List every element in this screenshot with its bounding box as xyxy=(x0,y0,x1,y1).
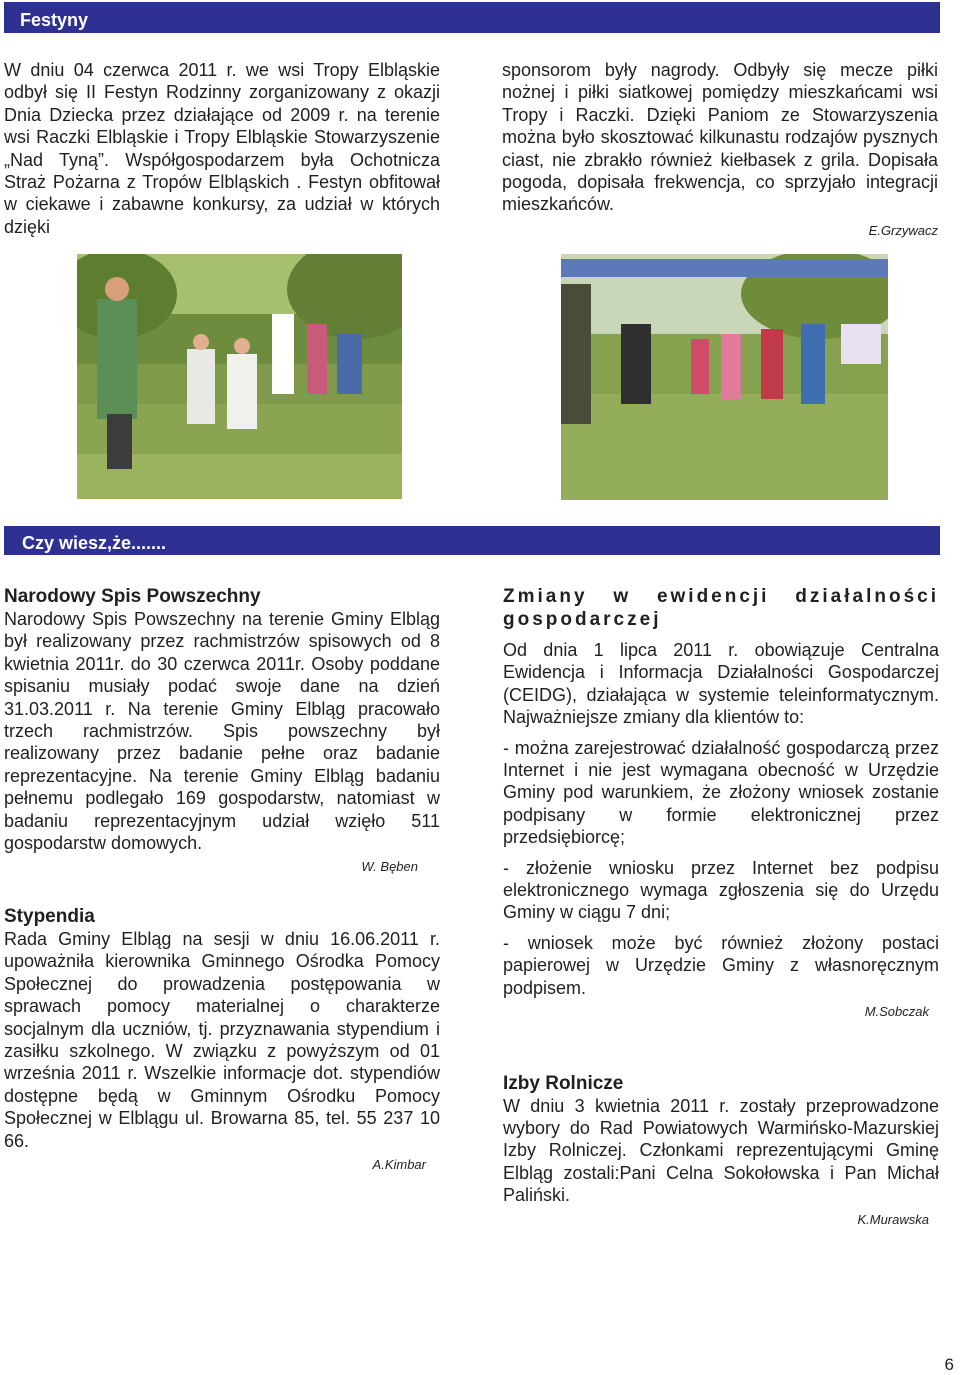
section-header-czy-wiesz xyxy=(4,526,940,555)
festyny-text-right: sponsorom były nagrody. Odbyły się mecze piłki nożnej i piłki siatkowej pomiędzy mieszkańcami wsi Tropy i Raczki. Dzięki Paniom ze Stowarzyszenia można było skosztować kilkunastu rodzajów pysznych ciast, nie zbrakło również kiełbasek z grila. Dopisała pogoda, dopisała frekwencja, co sprzyjało integracji mieszkańców. xyxy=(502,60,938,215)
stypendia-signature: A.Kimbar xyxy=(372,1156,426,1172)
ceidg-item-3: - wniosek może być również złożony postaci papierowej w Urzędzie Gminy z własnoręcznym podpisem. xyxy=(503,932,939,998)
section-header-festyny xyxy=(4,2,940,33)
ceidg-heading: Zmiany w ewidencji działalności gospodarczej xyxy=(503,586,939,630)
page-number: 6 xyxy=(944,1355,954,1374)
festyny-left-column xyxy=(4,59,440,238)
ceidg-item-1: - można zarejestrować działalność gospodarczą przez Internet i nie jest wymagana obecność w Urzędzie Gminy pod warunkiem, że złożony wniosek zostanie podpisany w formie elektronicznej przez przedsiębiorcę; xyxy=(503,737,939,848)
festival-photo-sack-race xyxy=(77,254,402,499)
spis-heading: Narodowy Spis Powszechny xyxy=(4,586,261,607)
section-title: Czy wiesz,że....... xyxy=(22,533,167,553)
spis-signature: W. Bęben xyxy=(361,859,418,875)
stypendia-text: Rada Gminy Elbląg na sesji w dniu 16.06.2011 r. upoważniła kierownika Gminnego Ośrodka Pomocy Społecznej do prowadzenia postępowania w sprawach pomocy materialnej o charakterze socjalnym dla uczniów, tj. przyznawania stypendium i zasiłku szkolnego. W związku z powyższym od 01 września 2011 r. Wszelkie informacje dot. stypendiów dostępne będą w Gminnym Ośrodku Pomocy Społecznej w Elblągu ul. Browarna 85, tel. 55 237 10 66. xyxy=(4,928,440,1151)
festyny-right-column xyxy=(502,59,938,242)
spis-text: Narodowy Spis Powszechny na terenie Gminy Elbląg był realizowany przez rachmistrzów spisowych od 8 kwietnia 2011r. do 30 czerwca 2011r. Osoby poddane spisaniu musiały podać swoje dane na dzień 31.03.2011 r. Na terenie Gminy Elbląg pracowało trzech rachmistrzów. Spis powszechny był realizowany przez badanie pełne oraz badanie reprezentacyjne. Na terenie Gminy Elbląg badaniu pełnemu podlegało 169 gospodarstw, natomiast w badaniu reprezentacyjnym udział wzięło 511 gospodarstw domowych. xyxy=(4,609,440,854)
stypendia-heading: Stypendia xyxy=(4,905,95,927)
left-column-lower xyxy=(4,585,440,1176)
izby-heading: Izby Rolnicze xyxy=(503,1072,624,1094)
festyny-text-left: W dniu 04 czerwca 2011 r. we wsi Tropy Elbląskie odbył się II Festyn Rodzinny zorganizowany z okazji Dnia Dziecka przez działające od 2009 r. na terenie wsi Raczki Elbląskie i Tropy Elbląskie Stowarzyszenie „Nad Tyną”. Współgospodarzem była Ochotnicza Straż Pożarna z Tropów Elbląskich . Festyn obfitował w ciekawe i zabawne konkursy, za udział w których dzięki xyxy=(4,60,440,237)
right-column-lower xyxy=(503,585,939,1231)
section-title: Festyny xyxy=(20,10,89,30)
festyny-signature: E.Grzywacz xyxy=(868,222,938,238)
ceidg-signature: M.Sobczak xyxy=(864,1004,929,1020)
izby-signature: K.Murawska xyxy=(857,1211,929,1227)
izby-text: W dniu 3 kwietnia 2011 r. zostały przeprowadzone wybory do Rad Powiatowych Warmińsko-Mazurskiej Izby Rolniczej. Członkami reprezentującymi Gminę Elbląg zostali:Pani Celna Sokołowska i Pan Michał Paliński. xyxy=(503,1095,939,1206)
festival-photo-crowd xyxy=(561,254,888,500)
ceidg-intro: Od dnia 1 lipca 2011 r. obowiązuje Centralna Ewidencja i Informacja Działalności Gospodarczej (CEIDG), działająca w systemie teleinformatycznym. Najważniejsze zmiany dla klientów to: xyxy=(503,640,939,728)
ceidg-item-2: - złożenie wniosku przez Internet bez podpisu elektronicznego wymaga zgłoszenia się do Urzędu Gminy w ciągu 7 dni; xyxy=(503,857,939,923)
